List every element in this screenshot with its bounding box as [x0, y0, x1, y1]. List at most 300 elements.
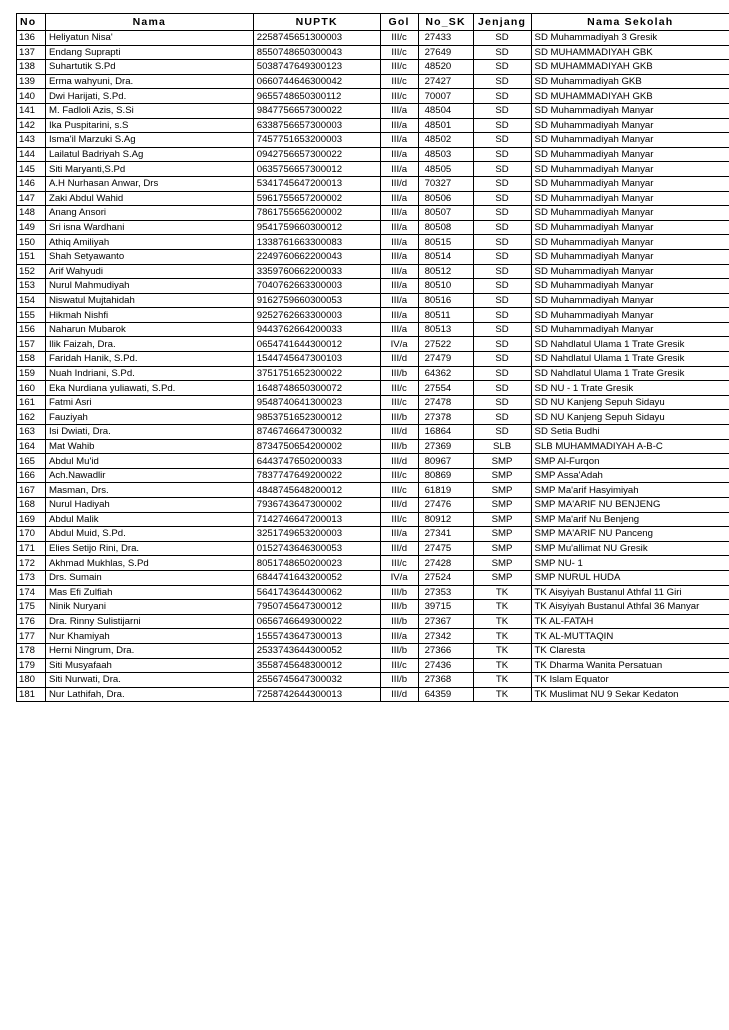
cell-nuptk: 7936743647300002 — [253, 498, 380, 513]
cell-nama-sekolah: TK Islam Equator — [531, 673, 729, 688]
table-row — [17, 658, 729, 673]
cell-jenjang: SD — [473, 133, 531, 148]
cell-jenjang: TK — [473, 673, 531, 688]
cell-nama-sekolah: TK Aisyiyah Bustanul Athfal 11 Giri — [531, 585, 729, 600]
cell-nama: Abdul Muid, S.Pd. — [45, 527, 253, 542]
cell-jenjang: SMP — [473, 556, 531, 571]
cell-no-sk: 27378 — [418, 410, 473, 425]
cell-nama: Anang Ansori — [45, 206, 253, 221]
cell-gol: III/d — [380, 498, 418, 513]
cell-nama-sekolah: SMP Ma'arif Hasyimiyah — [531, 483, 729, 498]
cell-no-sk: 80967 — [418, 454, 473, 469]
table-row — [17, 133, 729, 148]
cell-no-sk: 80912 — [418, 512, 473, 527]
table-row — [17, 600, 729, 615]
cell-nama-sekolah: SD Muhammadiyah Manyar — [531, 191, 729, 206]
table-row — [17, 191, 729, 206]
cell-gol: III/c — [380, 658, 418, 673]
table-row — [17, 395, 729, 410]
cell-nama: Zaki Abdul Wahid — [45, 191, 253, 206]
cell-no: 157 — [17, 337, 46, 352]
cell-no: 154 — [17, 293, 46, 308]
cell-nuptk: 7457751653200003 — [253, 133, 380, 148]
cell-jenjang: SD — [473, 381, 531, 396]
cell-no-sk: 27366 — [418, 643, 473, 658]
cell-no: 142 — [17, 118, 46, 133]
table-row — [17, 103, 729, 118]
cell-no: 148 — [17, 206, 46, 221]
cell-jenjang: SD — [473, 264, 531, 279]
cell-nama: Isi Dwiati, Dra. — [45, 425, 253, 440]
cell-nama-sekolah: SLB MUHAMMADIYAH A-B-C — [531, 439, 729, 454]
cell-jenjang: SD — [473, 337, 531, 352]
cell-nuptk: 9541759660300012 — [253, 220, 380, 235]
cell-no-sk: 27369 — [418, 439, 473, 454]
cell-nuptk: 7258742644300013 — [253, 687, 380, 702]
cell-no: 147 — [17, 191, 46, 206]
header-jenjang: Jenjang — [473, 14, 531, 31]
table-row — [17, 687, 729, 702]
cell-no-sk: 27554 — [418, 381, 473, 396]
cell-jenjang: SD — [473, 162, 531, 177]
cell-nama-sekolah: SD NU - 1 Trate Gresik — [531, 381, 729, 396]
cell-no-sk: 80514 — [418, 249, 473, 264]
cell-nuptk: 2249760662200043 — [253, 249, 380, 264]
cell-no: 136 — [17, 31, 46, 46]
cell-jenjang: SMP — [473, 527, 531, 542]
cell-jenjang: SD — [473, 176, 531, 191]
cell-no-sk: 27524 — [418, 570, 473, 585]
cell-no: 158 — [17, 352, 46, 367]
cell-nama-sekolah: SD Muhammadiyah Manyar — [531, 147, 729, 162]
cell-gol: III/a — [380, 191, 418, 206]
cell-nama: Heliyatun Nisa' — [45, 31, 253, 46]
cell-no: 153 — [17, 279, 46, 294]
cell-no: 164 — [17, 439, 46, 454]
cell-gol: III/a — [380, 133, 418, 148]
table-row — [17, 264, 729, 279]
header-nama-sekolah: Nama Sekolah — [531, 14, 729, 31]
cell-nama: Masman, Drs. — [45, 483, 253, 498]
cell-jenjang: SD — [473, 279, 531, 294]
cell-nama-sekolah: SD Muhammadiyah Manyar — [531, 322, 729, 337]
cell-nuptk: 0654741644300012 — [253, 337, 380, 352]
header-row — [17, 14, 729, 31]
cell-no: 178 — [17, 643, 46, 658]
cell-nuptk: 5038747649300123 — [253, 60, 380, 75]
cell-nama-sekolah: SD Setia Budhi — [531, 425, 729, 440]
cell-nama: Ilik Faizah, Dra. — [45, 337, 253, 352]
cell-nama-sekolah: SD Muhammadiyah Manyar — [531, 133, 729, 148]
cell-jenjang: SD — [473, 293, 531, 308]
cell-nama: Sri isna Wardhani — [45, 220, 253, 235]
cell-nama: Fatmi Asri — [45, 395, 253, 410]
table-row — [17, 89, 729, 104]
cell-gol: IV/a — [380, 337, 418, 352]
cell-gol: III/a — [380, 293, 418, 308]
cell-nama-sekolah: SD Muhammadiyah Manyar — [531, 162, 729, 177]
cell-gol: III/a — [380, 118, 418, 133]
cell-jenjang: SD — [473, 322, 531, 337]
cell-nama: Mas Efi Zulfiah — [45, 585, 253, 600]
cell-nama: Siti Musyafaah — [45, 658, 253, 673]
cell-jenjang: SD — [473, 206, 531, 221]
cell-jenjang: SMP — [473, 483, 531, 498]
cell-nuptk: 5641743644300062 — [253, 585, 380, 600]
table-row — [17, 352, 729, 367]
cell-jenjang: TK — [473, 643, 531, 658]
table-row — [17, 220, 729, 235]
cell-gol: III/b — [380, 410, 418, 425]
cell-nama: Akhmad Mukhlas, S.Pd — [45, 556, 253, 571]
cell-nama: Elies Setijo Rini, Dra. — [45, 541, 253, 556]
cell-nama: Ach.Nawadlir — [45, 468, 253, 483]
cell-jenjang: TK — [473, 658, 531, 673]
cell-nama: Erma wahyuni, Dra. — [45, 74, 253, 89]
cell-nama-sekolah: TK Aisyiyah Bustanul Athfal 36 Manyar — [531, 600, 729, 615]
cell-nama: Siti Nurwati, Dra. — [45, 673, 253, 688]
cell-nuptk: 2556745647300032 — [253, 673, 380, 688]
cell-gol: III/d — [380, 352, 418, 367]
cell-no: 159 — [17, 366, 46, 381]
cell-nuptk: 0942756657300022 — [253, 147, 380, 162]
cell-nuptk: 7040762663300003 — [253, 279, 380, 294]
table-row — [17, 279, 729, 294]
table-row — [17, 147, 729, 162]
cell-no-sk: 48501 — [418, 118, 473, 133]
cell-no: 174 — [17, 585, 46, 600]
cell-nama-sekolah: SMP MA'ARIF NU Panceng — [531, 527, 729, 542]
cell-nuptk: 9548740641300023 — [253, 395, 380, 410]
cell-nuptk: 3359760662200033 — [253, 264, 380, 279]
cell-no: 162 — [17, 410, 46, 425]
cell-gol: III/a — [380, 235, 418, 250]
cell-no: 165 — [17, 454, 46, 469]
table-row — [17, 293, 729, 308]
header-gol: Gol — [380, 14, 418, 31]
cell-nuptk: 5961755657200002 — [253, 191, 380, 206]
cell-jenjang: SD — [473, 308, 531, 323]
cell-nama-sekolah: SMP Assa'Adah — [531, 468, 729, 483]
cell-nama-sekolah: SMP NURUL HUDA — [531, 570, 729, 585]
table-body — [17, 31, 729, 702]
cell-jenjang: SMP — [473, 541, 531, 556]
cell-no-sk: 27427 — [418, 74, 473, 89]
cell-no-sk: 16864 — [418, 425, 473, 440]
cell-nama-sekolah: SMP Ma'arif Nu Benjeng — [531, 512, 729, 527]
cell-nuptk: 7950745647300012 — [253, 600, 380, 615]
cell-nuptk: 9252762663300003 — [253, 308, 380, 323]
cell-nuptk: 2533743644300052 — [253, 643, 380, 658]
cell-jenjang: SMP — [473, 454, 531, 469]
cell-jenjang: SMP — [473, 512, 531, 527]
cell-no: 180 — [17, 673, 46, 688]
cell-nama: Athiq Amiliyah — [45, 235, 253, 250]
cell-nama-sekolah: SD MUHAMMADIYAH GBK — [531, 45, 729, 60]
cell-no-sk: 27649 — [418, 45, 473, 60]
cell-nuptk: 9853751652300012 — [253, 410, 380, 425]
cell-jenjang: SD — [473, 31, 531, 46]
table-row — [17, 483, 729, 498]
cell-jenjang: SD — [473, 147, 531, 162]
cell-gol: III/b — [380, 366, 418, 381]
cell-gol: III/c — [380, 89, 418, 104]
cell-no-sk: 80506 — [418, 191, 473, 206]
cell-nama-sekolah: SD Muhammadiyah Manyar — [531, 103, 729, 118]
cell-no: 173 — [17, 570, 46, 585]
cell-jenjang: SD — [473, 60, 531, 75]
cell-nama: Ninik Nuryani — [45, 600, 253, 615]
cell-nuptk: 6844741643200052 — [253, 570, 380, 585]
cell-nama-sekolah: SD Nahdlatul Ulama 1 Trate Gresik — [531, 352, 729, 367]
cell-gol: III/c — [380, 31, 418, 46]
cell-gol: III/c — [380, 381, 418, 396]
cell-nuptk: 6443747650200033 — [253, 454, 380, 469]
cell-no-sk: 48504 — [418, 103, 473, 118]
cell-no-sk: 27367 — [418, 614, 473, 629]
cell-no-sk: 27428 — [418, 556, 473, 571]
cell-no-sk: 27475 — [418, 541, 473, 556]
table-row — [17, 498, 729, 513]
cell-nama-sekolah: TK Dharma Wanita Persatuan — [531, 658, 729, 673]
cell-nuptk: 0660744646300042 — [253, 74, 380, 89]
cell-nama: Mat Wahib — [45, 439, 253, 454]
cell-nama: Ika Puspitarini, s.S — [45, 118, 253, 133]
cell-no: 176 — [17, 614, 46, 629]
cell-nama-sekolah: SD Muhammadiyah 3 Gresik — [531, 31, 729, 46]
cell-nuptk: 2258745651300003 — [253, 31, 380, 46]
cell-gol: III/a — [380, 220, 418, 235]
cell-nuptk: 1555743647300013 — [253, 629, 380, 644]
table-row — [17, 541, 729, 556]
table-row — [17, 468, 729, 483]
table-row — [17, 235, 729, 250]
cell-jenjang: SD — [473, 352, 531, 367]
table-row — [17, 570, 729, 585]
cell-nuptk: 9162759660300053 — [253, 293, 380, 308]
cell-nuptk: 3751751652300022 — [253, 366, 380, 381]
table-row — [17, 308, 729, 323]
cell-jenjang: TK — [473, 629, 531, 644]
cell-nuptk: 9847756657300022 — [253, 103, 380, 118]
cell-nuptk: 6338756657300003 — [253, 118, 380, 133]
table-row — [17, 643, 729, 658]
cell-gol: III/b — [380, 614, 418, 629]
table-row — [17, 118, 729, 133]
cell-nama: Eka Nurdiana yuliawati, S.Pd. — [45, 381, 253, 396]
cell-nuptk: 8550748650300043 — [253, 45, 380, 60]
cell-nama: M. Fadloli Azis, S.Si — [45, 103, 253, 118]
cell-gol: III/b — [380, 439, 418, 454]
cell-no: 160 — [17, 381, 46, 396]
cell-nuptk: 7861755656200002 — [253, 206, 380, 221]
cell-gol: III/c — [380, 483, 418, 498]
cell-no-sk: 70007 — [418, 89, 473, 104]
cell-nama-sekolah: SD NU Kanjeng Sepuh Sidayu — [531, 410, 729, 425]
cell-nama-sekolah: SD Muhammadiyah Manyar — [531, 235, 729, 250]
cell-nama-sekolah: SD Muhammadiyah Manyar — [531, 176, 729, 191]
cell-nuptk: 7142746647200013 — [253, 512, 380, 527]
cell-jenjang: SD — [473, 191, 531, 206]
cell-nama-sekolah: SD Muhammadiyah Manyar — [531, 206, 729, 221]
cell-no: 177 — [17, 629, 46, 644]
table-row — [17, 322, 729, 337]
cell-nama: A.H Nurhasan Anwar, Drs — [45, 176, 253, 191]
teacher-table — [16, 13, 729, 702]
cell-no: 179 — [17, 658, 46, 673]
cell-no-sk: 80515 — [418, 235, 473, 250]
cell-no-sk: 48520 — [418, 60, 473, 75]
cell-no-sk: 27478 — [418, 395, 473, 410]
cell-nama-sekolah: SD Muhammadiyah Manyar — [531, 308, 729, 323]
cell-no: 171 — [17, 541, 46, 556]
cell-jenjang: SMP — [473, 570, 531, 585]
cell-nama-sekolah: TK AL-MUTTAQIN — [531, 629, 729, 644]
cell-nama: Dra. Rinny Sulistijarni — [45, 614, 253, 629]
cell-no: 150 — [17, 235, 46, 250]
cell-nuptk: 9655748650300112 — [253, 89, 380, 104]
cell-no-sk: 27341 — [418, 527, 473, 542]
cell-no: 175 — [17, 600, 46, 615]
cell-gol: III/a — [380, 322, 418, 337]
cell-no: 151 — [17, 249, 46, 264]
cell-nama-sekolah: SD Nahdlatul Ulama 1 Trate Gresik — [531, 337, 729, 352]
cell-no-sk: 27479 — [418, 352, 473, 367]
cell-gol: III/b — [380, 600, 418, 615]
cell-nama: Lailatul Badriyah S.Ag — [45, 147, 253, 162]
cell-nama: Abdul Malik — [45, 512, 253, 527]
cell-gol: III/a — [380, 249, 418, 264]
cell-jenjang: SMP — [473, 498, 531, 513]
cell-gol: III/c — [380, 512, 418, 527]
cell-gol: III/d — [380, 176, 418, 191]
cell-nama-sekolah: SMP NU- 1 — [531, 556, 729, 571]
cell-nama: Nurul Mahmudiyah — [45, 279, 253, 294]
cell-jenjang: SD — [473, 235, 531, 250]
cell-gol: III/a — [380, 527, 418, 542]
cell-no-sk: 64362 — [418, 366, 473, 381]
cell-no-sk: 27353 — [418, 585, 473, 600]
table-row — [17, 454, 729, 469]
header-no: No — [17, 14, 46, 31]
cell-nuptk: 1544745647300103 — [253, 352, 380, 367]
cell-no-sk: 70327 — [418, 176, 473, 191]
table-row — [17, 556, 729, 571]
table-header — [17, 14, 729, 31]
cell-jenjang: SD — [473, 89, 531, 104]
cell-no-sk: 27368 — [418, 673, 473, 688]
cell-no: 170 — [17, 527, 46, 542]
cell-no-sk: 80513 — [418, 322, 473, 337]
table-row — [17, 206, 729, 221]
cell-no-sk: 48502 — [418, 133, 473, 148]
cell-no: 166 — [17, 468, 46, 483]
cell-nama: Nur Khamiyah — [45, 629, 253, 644]
cell-no: 149 — [17, 220, 46, 235]
cell-nama-sekolah: SD Muhammadiyah Manyar — [531, 118, 729, 133]
cell-nama: Hikmah Nishfi — [45, 308, 253, 323]
cell-no: 141 — [17, 103, 46, 118]
table-row — [17, 60, 729, 75]
cell-gol: III/c — [380, 45, 418, 60]
header-nama: Nama — [45, 14, 253, 31]
cell-gol: III/c — [380, 60, 418, 75]
table-row — [17, 366, 729, 381]
table-row — [17, 673, 729, 688]
cell-no-sk: 80510 — [418, 279, 473, 294]
cell-nuptk: 0656746649300022 — [253, 614, 380, 629]
table-row — [17, 425, 729, 440]
cell-jenjang: TK — [473, 600, 531, 615]
cell-gol: III/a — [380, 206, 418, 221]
cell-nama-sekolah: SD MUHAMMADIYAH GKB — [531, 89, 729, 104]
cell-nuptk: 5341745647200013 — [253, 176, 380, 191]
cell-gol: III/a — [380, 279, 418, 294]
cell-no: 137 — [17, 45, 46, 60]
cell-no: 163 — [17, 425, 46, 440]
cell-nama-sekolah: SD Muhammadiyah Manyar — [531, 293, 729, 308]
cell-nuptk: 1338761663300083 — [253, 235, 380, 250]
cell-nama: Niswatul Mujtahidah — [45, 293, 253, 308]
header-nuptk: NUPTK — [253, 14, 380, 31]
cell-gol: III/b — [380, 673, 418, 688]
cell-no: 138 — [17, 60, 46, 75]
cell-nama: Herni Ningrum, Dra. — [45, 643, 253, 658]
cell-gol: III/b — [380, 643, 418, 658]
cell-nama-sekolah: SD MUHAMMADIYAH GKB — [531, 60, 729, 75]
cell-gol: III/a — [380, 308, 418, 323]
cell-nama: Isma'il Marzuki S.Ag — [45, 133, 253, 148]
cell-jenjang: SD — [473, 45, 531, 60]
table-row — [17, 162, 729, 177]
cell-nama-sekolah: SD Muhammadiyah Manyar — [531, 249, 729, 264]
cell-gol: III/a — [380, 147, 418, 162]
cell-no: 143 — [17, 133, 46, 148]
cell-nuptk: 0635756657300012 — [253, 162, 380, 177]
cell-nama-sekolah: SD Nahdlatul Ulama 1 Trate Gresik — [531, 366, 729, 381]
cell-nama: Arif Wahyudi — [45, 264, 253, 279]
cell-no: 140 — [17, 89, 46, 104]
cell-gol: III/d — [380, 454, 418, 469]
table-row — [17, 614, 729, 629]
cell-no-sk: 27433 — [418, 31, 473, 46]
cell-no: 167 — [17, 483, 46, 498]
cell-gol: III/d — [380, 687, 418, 702]
cell-nuptk: 7837747649200022 — [253, 468, 380, 483]
cell-nuptk: 8746746647300032 — [253, 425, 380, 440]
cell-no: 145 — [17, 162, 46, 177]
cell-jenjang: SMP — [473, 468, 531, 483]
cell-jenjang: SD — [473, 410, 531, 425]
cell-nama-sekolah: SD Muhammadiyah GKB — [531, 74, 729, 89]
cell-nuptk: 4848745648200012 — [253, 483, 380, 498]
table-row — [17, 31, 729, 46]
cell-no-sk: 80507 — [418, 206, 473, 221]
cell-no-sk: 27476 — [418, 498, 473, 513]
table-row — [17, 512, 729, 527]
cell-gol: III/a — [380, 264, 418, 279]
cell-nama: Dwi Harijati, S.Pd. — [45, 89, 253, 104]
cell-jenjang: SD — [473, 366, 531, 381]
cell-nama-sekolah: SD Muhammadiyah Manyar — [531, 220, 729, 235]
cell-gol: III/c — [380, 556, 418, 571]
cell-no: 168 — [17, 498, 46, 513]
cell-nama: Siti Maryanti,S.Pd — [45, 162, 253, 177]
cell-nuptk: 3251749653200003 — [253, 527, 380, 542]
cell-no-sk: 27436 — [418, 658, 473, 673]
cell-nama-sekolah: TK Claresta — [531, 643, 729, 658]
cell-nama: Nurul Hadiyah — [45, 498, 253, 513]
